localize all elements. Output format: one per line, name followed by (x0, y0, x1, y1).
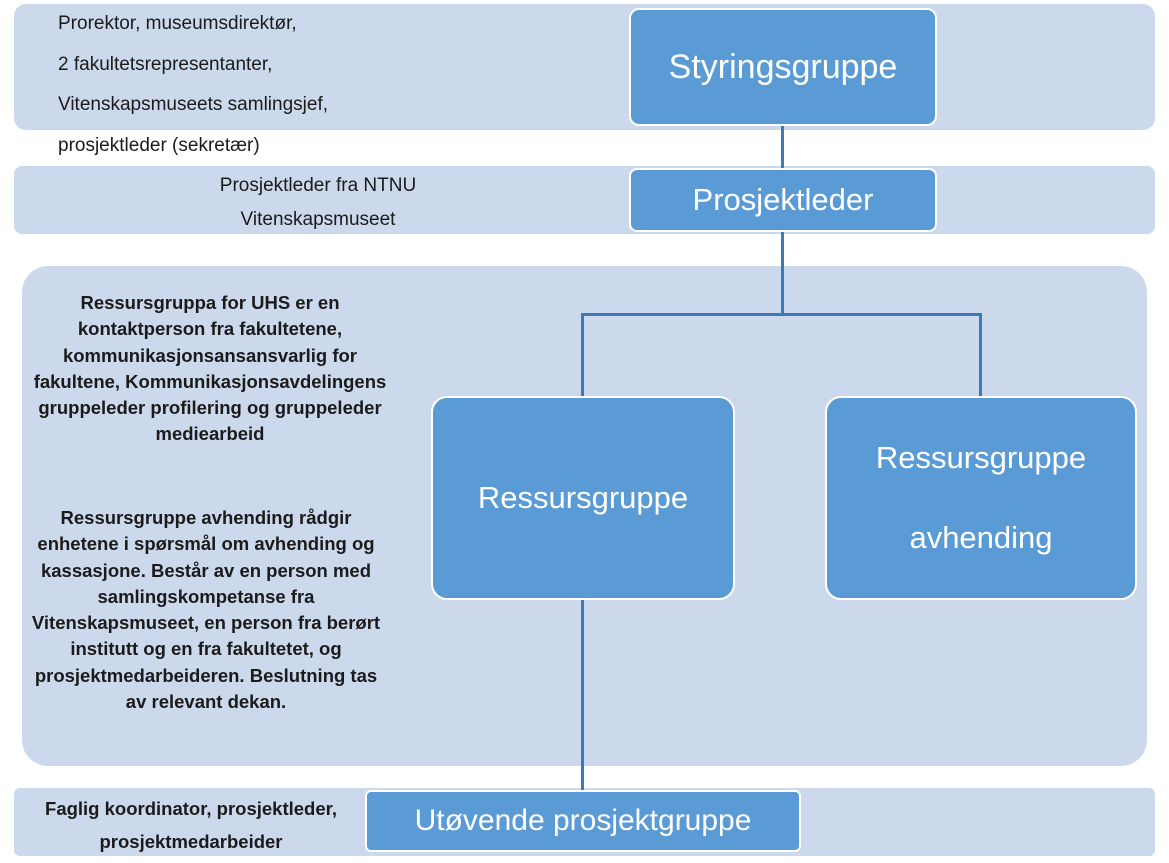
node-ressursgruppe-avhending[interactable] (825, 396, 1137, 600)
note-ressursgruppe: Ressursgruppa for UHS er en kontaktperson fra fakultetene, kommunikasjonsansansvarlig for fakultene, Kommunikasjonsavdelingens gruppeleder profilering og gruppeleder mediearbeid (33, 292, 387, 445)
note-styringsgruppe-line1: Prorektor, museumsdirektør, (58, 13, 297, 34)
connector-ressursgruppe-to-utovende (581, 597, 584, 793)
note-utovende (26, 796, 356, 856)
node-prosjektleder[interactable] (629, 168, 937, 232)
node-utovende-prosjektgruppe[interactable] (365, 790, 801, 852)
note-ressursgruppe-avhending: Ressursgruppe avhending rådgir enhetene i spørsmål om avhending og kassasjone. Består av en person med samlingskompetanse fra Vitenskapsmuseet, en person fra berørt institutt og en fra fakultetet, og prosjektmedarbeideren. Beslutning tas av relevant dekan. (31, 507, 381, 712)
node-ressursgruppe-avhending-line1: Ressursgruppe (875, 439, 1087, 475)
note-utovende-line2: prosjektmedarbeider (99, 830, 283, 852)
node-utovende-label: Utøvende prosjektgruppe (414, 804, 752, 837)
connector-to-ressursgruppe-avhending (979, 313, 982, 399)
node-styringsgruppe-label: Styringsgruppe (668, 47, 898, 86)
node-ressursgruppe-avhending-label (856, 438, 1106, 559)
note-prosjektleder-line1: Prosjektleder fra NTNU (219, 175, 417, 196)
note-utovende-line1: Faglig koordinator, prosjektleder, (45, 798, 337, 819)
note-styringsgruppe-line2: 2 fakultetsrepresentanter, (58, 53, 273, 75)
connector-horizontal-split (581, 313, 982, 316)
node-ressursgruppe[interactable] (431, 396, 735, 600)
note-prosjektleder (28, 172, 608, 233)
note-prosjektleder-line2: Vitenskapsmuseet (240, 208, 396, 230)
connector-styringsgruppe-to-prosjektleder (781, 126, 784, 170)
connector-prosjektleder-down (781, 232, 784, 316)
connector-to-ressursgruppe (581, 313, 584, 399)
node-prosjektleder-label: Prosjektleder (692, 182, 874, 217)
node-ressursgruppe-avhending-line2: avhending (909, 520, 1053, 556)
note-styringsgruppe-line4: prosjektleder (sekretær) (58, 134, 260, 156)
node-ressursgruppe-label: Ressursgruppe (477, 480, 689, 515)
note-styringsgruppe (28, 10, 608, 160)
note-styringsgruppe-line3: Vitenskapsmuseets samlingsjef, (58, 94, 328, 115)
node-styringsgruppe[interactable] (629, 8, 937, 126)
